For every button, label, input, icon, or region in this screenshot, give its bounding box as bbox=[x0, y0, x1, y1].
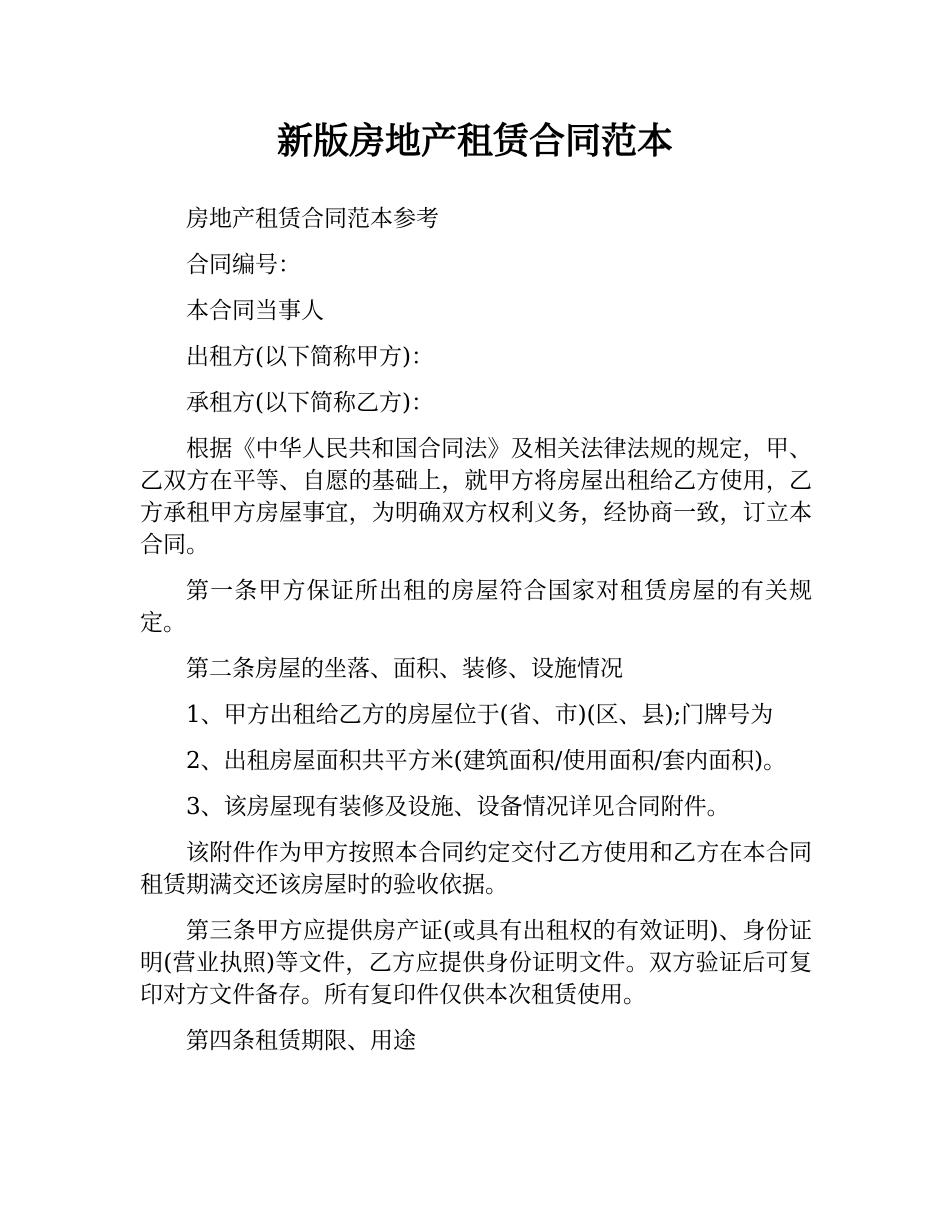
paragraph-item-2: 2、出租房屋面积共平方米(建筑面积/使用面积/套内面积)。 bbox=[186, 748, 787, 774]
paragraph-contract-number: 合同编号： bbox=[186, 252, 301, 278]
paragraph-reference-heading: 房地产租赁合同范本参考 bbox=[186, 206, 439, 232]
paragraph-item-1: 1、甲方出租给乙方的房屋位于(省、市)(区、县);门牌号为 bbox=[186, 702, 774, 728]
paragraph-parties-heading: 本合同当事人 bbox=[186, 298, 324, 324]
document-body bbox=[140, 203, 812, 1071]
paragraph-item-3: 3、该房屋现有装修及设施、设备情况详见合同附件。 bbox=[186, 794, 730, 820]
paragraph-article-3: 第三条甲方应提供房产证(或具有出租权的有效证明)、身份证明(营业执照)等文件，乙方应提供身份证明文件。双方验证后可复印对方文件备存。所有复印件仅供本次租赁使用。 bbox=[140, 918, 812, 1008]
paragraph-article-1: 第一条甲方保证所出租的房屋符合国家对租赁房屋的有关规定。 bbox=[140, 578, 812, 636]
paragraph-article-2: 第二条房屋的坐落、面积、装修、设施情况 bbox=[186, 656, 623, 682]
paragraph-article-4: 第四条租赁期限、用途 bbox=[186, 1028, 416, 1054]
document-title: 新版房地产租赁合同范本 bbox=[276, 121, 673, 162]
paragraph-attachment-note: 该附件作为甲方按照本合同约定交付乙方使用和乙方在本合同租赁期满交还该房屋时的验收依据。 bbox=[140, 840, 812, 898]
paragraph-preamble: 根据《中华人民共和国合同法》及相关法律法规的规定，甲、乙双方在平等、自愿的基础上，就甲方将房屋出租给乙方使用，乙方承租甲方房屋事宜，为明确双方权利义务，经协商一致，订立本合同。 bbox=[140, 436, 812, 558]
paragraph-lessee: 承租方(以下简称乙方)： bbox=[186, 390, 434, 416]
paragraph-lessor: 出租方(以下简称甲方)： bbox=[186, 344, 434, 370]
